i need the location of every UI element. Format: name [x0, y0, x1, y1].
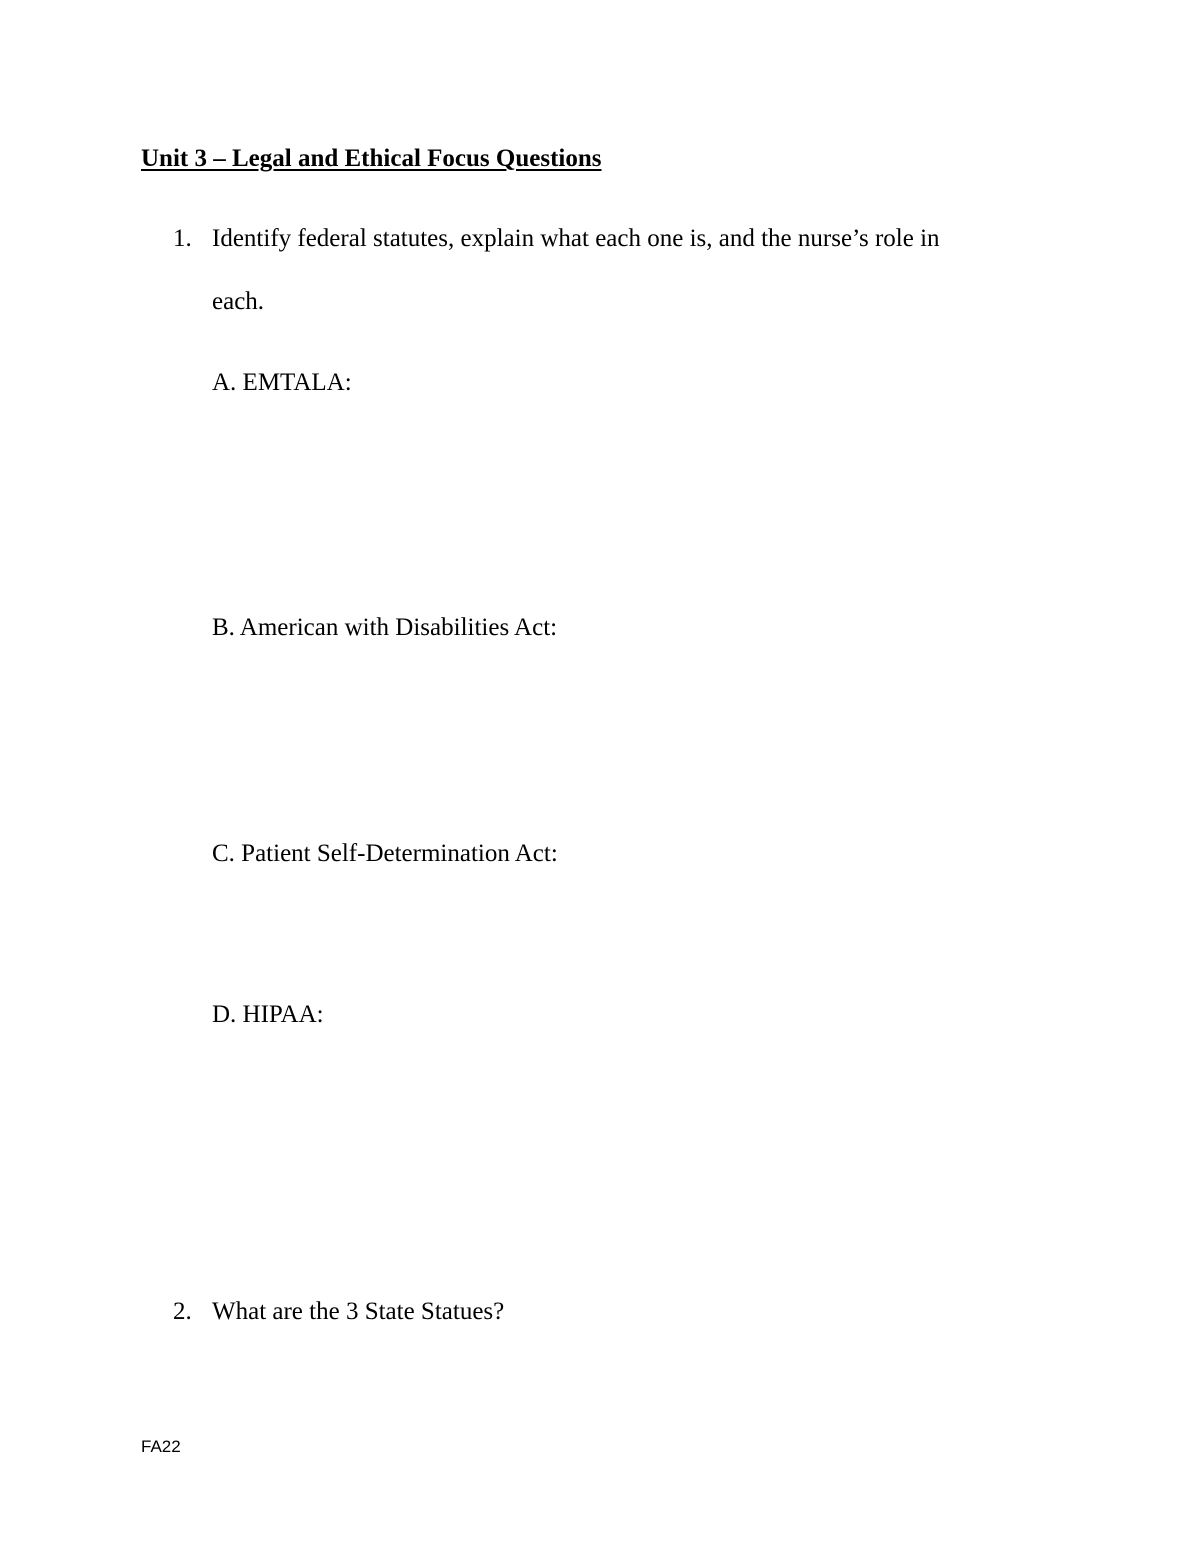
question-1-item-b: B. American with Disabilities Act:: [212, 614, 558, 641]
question-1-item-c: C. Patient Self-Determination Act:: [212, 840, 558, 867]
question-1-item-d: D. HIPAA:: [212, 1001, 324, 1028]
page-title: Unit 3 – Legal and Ethical Focus Questions: [141, 145, 602, 172]
question-2-text: What are the 3 State Statues?: [212, 1298, 505, 1325]
question-1-text-line1: Identify federal statutes, explain what each one is, and the nurse’s role in: [212, 225, 940, 252]
page-footer: FA22: [141, 1437, 181, 1456]
question-1-item-a: A. EMTALA:: [212, 369, 352, 396]
question-1-text-line2: each.: [212, 288, 265, 315]
question-2-number: 2.: [173, 1298, 192, 1325]
question-1-number: 1.: [173, 225, 192, 252]
